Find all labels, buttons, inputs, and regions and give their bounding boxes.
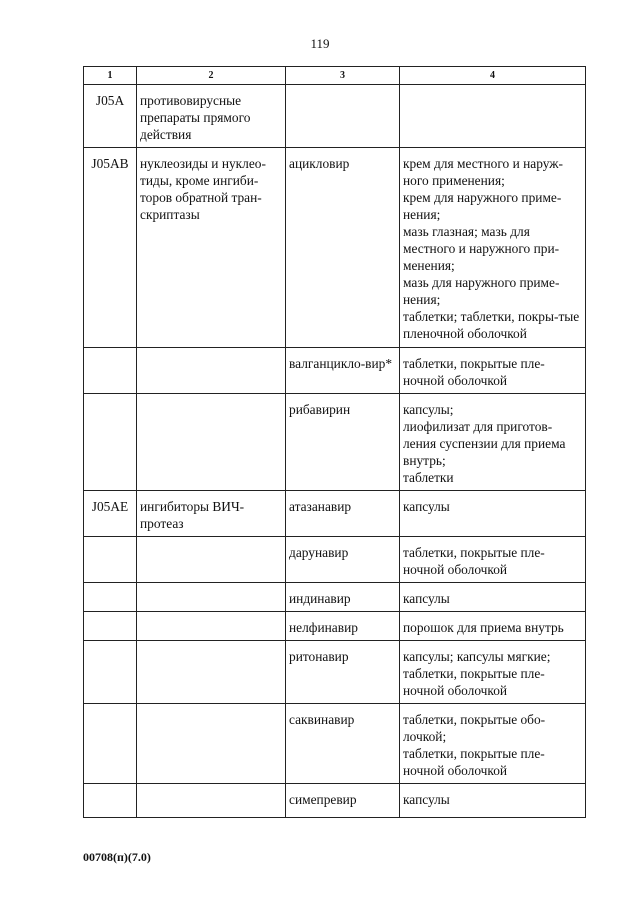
atc-code-cell [84,583,137,612]
table-row [84,704,586,784]
drug-name-cell: дарунавир [286,537,400,583]
document-code: 00708(п)(7.0) [83,850,151,864]
drug-name-cell: ритонавир [286,641,400,704]
atc-code-cell: J05A [84,85,137,148]
column-header: 2 [137,67,286,85]
atc-code-cell [84,612,137,641]
drug-name-cell: индинавир [286,583,400,612]
table-row [84,394,586,491]
dosage-form-cell: капсулы; капсулы мягкие; таблетки, покрытые пле-ночной оболочкой [400,641,586,704]
table-row [84,583,586,612]
column-header: 3 [286,67,400,85]
dosage-form-cell: капсулы [400,784,586,818]
atc-code-cell [84,704,137,784]
drug-name-cell: нелфинавир [286,612,400,641]
group-name-cell: нуклеозиды и нуклео-тиды, кроме ингиби-торов обратной тран-скриптазы [137,148,286,348]
drug-name-cell: атазанавир [286,491,400,537]
group-name-cell [137,537,286,583]
drug-name-cell: ацикловир [286,148,400,348]
group-name-cell [137,348,286,394]
page-number: 119 [310,36,330,51]
dosage-form-cell: капсулы [400,583,586,612]
dosage-form-cell: капсулы [400,491,586,537]
table-row [84,491,586,537]
group-name-cell [137,394,286,491]
drug-table [83,66,586,818]
dosage-form-cell: таблетки, покрытые обо-лочкой; таблетки, покрытые пле-ночной оболочкой [400,704,586,784]
group-name-cell [137,784,286,818]
atc-code-cell [84,348,137,394]
atc-code-cell [84,394,137,491]
drug-name-cell: валганцикло-вир* [286,348,400,394]
drug-name-cell: саквинавир [286,704,400,784]
drug-name-cell [286,85,400,148]
table-body [84,85,586,818]
group-name-cell: ингибиторы ВИЧ-протеаз [137,491,286,537]
drug-name-cell: рибавирин [286,394,400,491]
atc-code-cell [84,784,137,818]
table-row [84,612,586,641]
column-header: 4 [400,67,586,85]
table-row [84,537,586,583]
dosage-form-cell: крем для местного и наруж-ного применения; крем для наружного приме-нения; мазь глазная; мазь для местного и наружного при-менения; мазь для наружного приме-нения; таблетки; таблетки, покры-тые пленочной оболочкой [400,148,586,348]
dosage-form-cell: таблетки, покрытые пле-ночной оболочкой [400,537,586,583]
atc-code-cell: J05AB [84,148,137,348]
table-row [84,784,586,818]
table-row [84,148,586,348]
group-name-cell: противовирусные препараты прямого действия [137,85,286,148]
table-row [84,641,586,704]
atc-code-cell [84,641,137,704]
dosage-form-cell [400,85,586,148]
table-row [84,348,586,394]
atc-code-cell [84,537,137,583]
table-row [84,85,586,148]
group-name-cell [137,704,286,784]
dosage-form-cell: порошок для приема внутрь [400,612,586,641]
drug-name-cell: симепревир [286,784,400,818]
group-name-cell [137,641,286,704]
atc-code-cell: J05AE [84,491,137,537]
group-name-cell [137,612,286,641]
table-header-row [84,67,586,85]
group-name-cell [137,583,286,612]
column-header: 1 [84,67,137,85]
dosage-form-cell: таблетки, покрытые пле-ночной оболочкой [400,348,586,394]
dosage-form-cell: капсулы; лиофилизат для приготов-ления суспензии для приема внутрь; таблетки [400,394,586,491]
